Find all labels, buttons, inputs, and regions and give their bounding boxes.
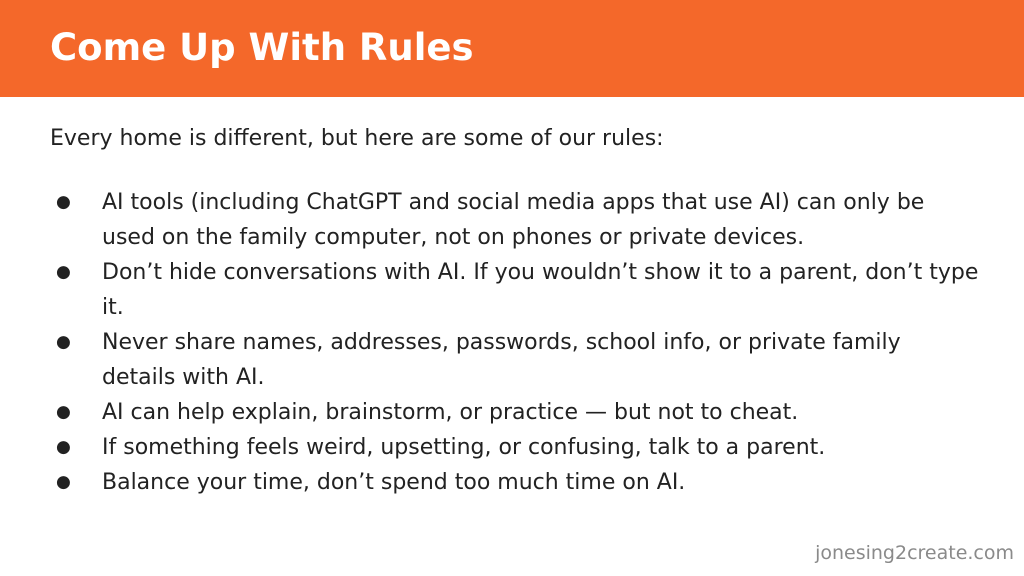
rules-list (50, 185, 980, 500)
page-title: Come Up With Rules (50, 26, 474, 69)
bullet-icon: ● (56, 262, 71, 282)
rule-text: Balance your time, don’t spend too much time on AI. (102, 470, 686, 495)
title-bar (0, 0, 1024, 97)
rule-item (50, 465, 980, 500)
bullet-icon: ● (56, 192, 71, 212)
website-watermark: jonesing2create.com (815, 542, 1014, 564)
rule-item (50, 395, 980, 430)
bullet-icon: ● (56, 402, 71, 422)
rule-text: AI can help explain, brainstorm, or practice — but not to cheat. (102, 400, 799, 425)
bullet-icon: ● (56, 332, 71, 352)
rule-item (50, 185, 980, 255)
bullet-icon: ● (56, 472, 71, 492)
rule-text: Don’t hide conversations with AI. If you wouldn’t show it to a parent, don’t type it. (102, 260, 979, 320)
rule-text: Never share names, addresses, passwords, school info, or private family details with AI. (102, 330, 901, 390)
bullet-icon: ● (56, 437, 71, 457)
intro-text: Every home is different, but here are some of our rules: (50, 126, 664, 151)
rule-text: If something feels weird, upsetting, or confusing, talk to a parent. (102, 435, 826, 460)
rule-item (50, 255, 980, 325)
rule-item (50, 325, 980, 395)
rule-item (50, 430, 980, 465)
rule-text: AI tools (including ChatGPT and social media apps that use AI) can only be used on the family computer, not on phones or private devices. (102, 190, 925, 250)
